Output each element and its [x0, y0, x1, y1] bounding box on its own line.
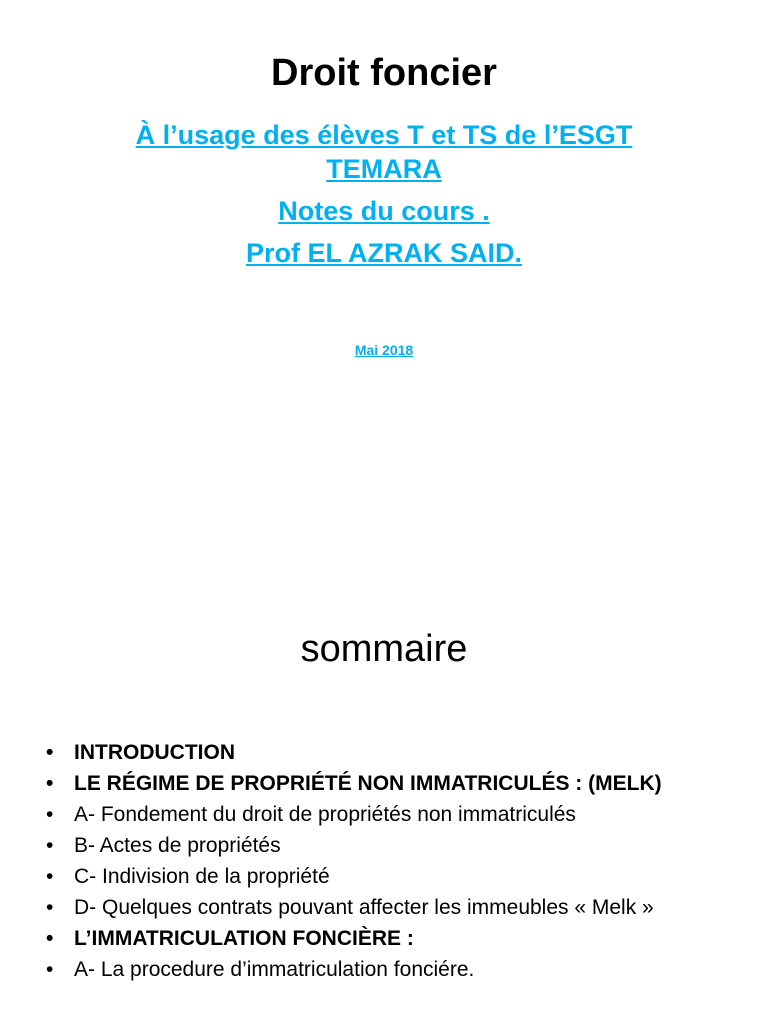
summary-title: sommaire [300, 628, 468, 670]
document-date: Mai 2018 [354, 342, 414, 358]
subtitle-city: TEMARA [326, 154, 442, 184]
bullet-icon: • [46, 927, 54, 950]
summary-item [46, 802, 746, 828]
summary-item [46, 926, 746, 952]
summary-item [46, 957, 746, 983]
subtitle-author: Prof EL AZRAK SAID. [245, 238, 522, 268]
subtitle-notes: Notes du cours . [278, 196, 490, 226]
summary-item-text: C- Indivision de la propriété [74, 865, 330, 888]
summary-item-text: INTRODUCTION [74, 741, 235, 764]
subtitle-block [0, 118, 768, 270]
subtitle-audience: À l’usage des élèves T et TS de l’ESGT [135, 120, 633, 150]
summary-item-text: A- Fondement du droit de propriétés non immatriculés [74, 803, 576, 826]
document-title: Droit foncier [271, 52, 497, 94]
summary-list [46, 740, 746, 988]
bullet-icon: • [46, 772, 54, 795]
bullet-icon: • [46, 741, 54, 764]
summary-item-text: B- Actes de propriétés [74, 834, 281, 857]
summary-slide [0, 560, 768, 1024]
bullet-icon: • [46, 834, 54, 857]
summary-item [46, 771, 746, 797]
summary-item-text: D- Quelques contrats pouvant affecter les immeubles « Melk » [74, 896, 654, 919]
summary-item [46, 740, 746, 766]
summary-item [46, 833, 746, 859]
summary-item-text: L’IMMATRICULATION FONCIÈRE : [74, 927, 414, 950]
summary-item-text: A- La procedure d’immatriculation fonciére. [74, 958, 475, 981]
summary-item [46, 895, 746, 921]
bullet-icon: • [46, 958, 54, 981]
summary-item [46, 864, 746, 890]
bullet-icon: • [46, 865, 54, 888]
summary-item-text: LE RÉGIME DE PROPRIÉTÉ NON IMMATRICULÉS : (MELK) [74, 772, 662, 795]
bullet-icon: • [46, 896, 54, 919]
bullet-icon: • [46, 803, 54, 826]
